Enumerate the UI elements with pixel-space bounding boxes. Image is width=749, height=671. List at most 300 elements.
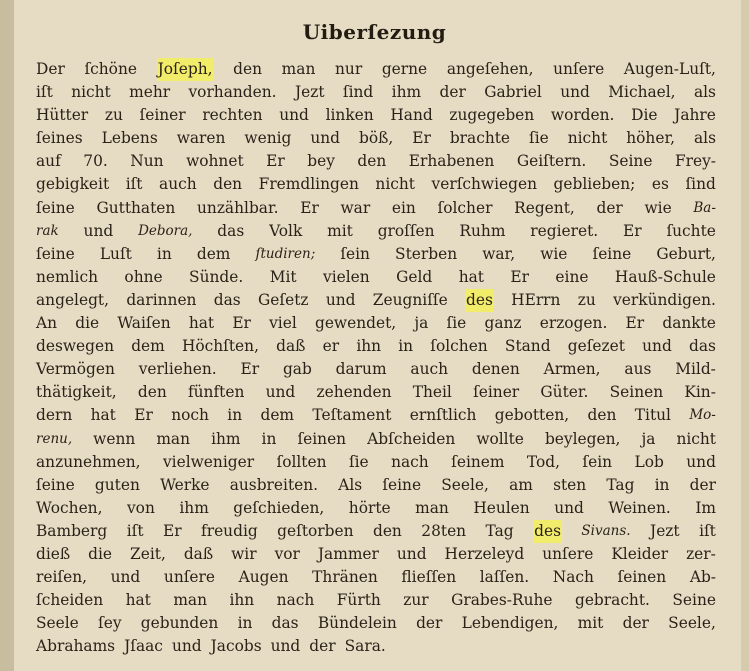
word: das: [217, 221, 245, 240]
text-line: [36, 451, 716, 474]
word: wenig: [244, 129, 292, 148]
text-line: [36, 150, 716, 173]
word: vielweniger: [162, 452, 255, 471]
word: Die: [631, 106, 658, 125]
word: ſeine: [382, 475, 422, 494]
word: Er: [134, 406, 153, 425]
word: ein: [391, 198, 416, 217]
word: Abrahams: [36, 637, 116, 656]
word: Lebendigen,: [461, 614, 559, 633]
word: Tag: [606, 475, 635, 494]
word: Thränen: [312, 568, 378, 587]
word: Geburt,: [656, 244, 716, 263]
word: Er: [162, 521, 182, 540]
word: laſſen.: [479, 568, 530, 587]
word: Jezt: [650, 521, 680, 540]
word: höher,: [626, 129, 676, 148]
word: und: [279, 106, 309, 125]
text-line: [36, 474, 716, 497]
word: Geſetz: [258, 290, 309, 309]
word: wir: [231, 544, 257, 563]
word: in: [237, 614, 253, 633]
highlighted-word: des: [465, 289, 494, 312]
word: denen: [471, 360, 520, 379]
word: Tag: [485, 521, 514, 540]
word: und: [554, 498, 584, 517]
word: geblieben;: [553, 175, 636, 194]
text-line: [36, 635, 716, 658]
word: ſeines: [36, 129, 83, 148]
word: groſſen: [377, 221, 435, 240]
word: Seine: [608, 152, 653, 171]
word: und: [265, 383, 296, 402]
word: war,: [482, 244, 516, 263]
text-line: [36, 173, 716, 196]
word: geſchieden,: [233, 498, 325, 517]
word: Der: [36, 60, 65, 78]
word: Luſt: [99, 244, 132, 263]
word: Er: [266, 152, 285, 171]
word: Weinen.: [608, 498, 671, 517]
word: Er: [232, 314, 251, 333]
word: ſeine: [36, 244, 75, 263]
word: Seine: [672, 591, 716, 610]
word: am: [509, 475, 533, 494]
word: nemlich: [36, 267, 98, 286]
word: Titul: [634, 406, 671, 425]
word: ſind: [685, 175, 716, 194]
word: vor: [274, 544, 300, 563]
word: man: [415, 498, 449, 517]
word: Kin-: [684, 383, 716, 402]
word: Theil: [412, 383, 452, 402]
text-line: [36, 520, 716, 543]
word: Höchſten,: [181, 337, 259, 356]
text-line: [36, 404, 716, 427]
page-edge-shadow-left: [0, 0, 14, 671]
text-line: [36, 104, 716, 127]
word: ſeinem: [451, 452, 505, 471]
word: von: [126, 498, 155, 517]
word: Hütter: [36, 106, 89, 125]
word: gerne: [381, 60, 428, 78]
word: daß: [183, 544, 214, 563]
word: Er: [623, 221, 642, 240]
word: als: [693, 83, 716, 102]
word: Als: [338, 475, 363, 494]
word: darum: [335, 360, 387, 379]
word: ſeine: [36, 475, 75, 494]
word: unſere: [542, 544, 594, 563]
word: deswegen: [36, 337, 115, 356]
word: Teſtament: [312, 406, 392, 425]
word: ſolchen: [430, 337, 488, 356]
word: renu,: [36, 430, 73, 447]
word: und: [396, 544, 427, 563]
word: ernſtlich: [409, 406, 477, 425]
word: zehenden: [316, 383, 392, 402]
word: Geiſtern.: [516, 152, 587, 171]
text-line: [36, 243, 716, 266]
word: Sara.: [344, 637, 386, 656]
word: dem: [196, 244, 231, 263]
word: Seinen: [609, 383, 664, 402]
word: sten: [553, 475, 587, 494]
word: ja: [641, 429, 656, 448]
word: Ab-: [689, 568, 716, 587]
word: Er: [240, 360, 260, 379]
word: viel: [269, 314, 297, 333]
word: dern: [36, 406, 73, 425]
word: iſt: [125, 175, 143, 194]
word: Jacobs: [210, 637, 262, 656]
word: Jſaac: [124, 637, 163, 656]
word: nach: [276, 591, 315, 610]
word: und: [642, 337, 672, 356]
word: Werke: [160, 475, 210, 494]
word: das: [271, 614, 299, 633]
word: Er: [510, 267, 529, 286]
word: 28ten: [421, 521, 467, 540]
word: den: [233, 60, 263, 78]
word: er: [322, 337, 340, 356]
word: ausbreiten.: [229, 475, 319, 494]
word: Er: [412, 129, 431, 148]
word: guten: [94, 475, 140, 494]
word: Debora,: [138, 222, 193, 239]
word: Sivans.: [581, 522, 631, 539]
word: der: [622, 614, 649, 633]
word: ſie: [529, 129, 549, 148]
word: und: [110, 568, 141, 587]
word: den: [213, 175, 243, 194]
word: ja: [414, 314, 429, 333]
word: iſt: [36, 83, 53, 102]
word: darinnen: [126, 290, 197, 309]
word: zur: [403, 591, 429, 610]
word: bey: [307, 152, 335, 171]
word: Gutthaten: [96, 198, 176, 217]
word: Geld: [396, 267, 433, 286]
word: ſchöne: [84, 60, 137, 78]
text-line: [36, 497, 716, 520]
word: dankte: [662, 314, 716, 333]
word: geſezet: [567, 337, 625, 356]
word: den: [137, 383, 167, 402]
word: brachte: [449, 129, 511, 148]
word: Armen,: [543, 360, 601, 379]
word: ſind: [342, 83, 374, 102]
word: angelegt,: [36, 290, 110, 309]
word: Ba-: [693, 199, 716, 216]
word: und: [560, 83, 590, 102]
word: Jezt: [294, 83, 325, 102]
text-line: [36, 197, 716, 220]
word: hat: [90, 406, 116, 425]
word: in: [261, 429, 277, 448]
word: nach: [391, 452, 429, 471]
word: Augen: [238, 568, 289, 587]
word: iſt: [699, 521, 716, 540]
word: linken: [325, 106, 374, 125]
word: ganz: [484, 314, 522, 333]
word: Waiſen: [117, 314, 171, 333]
word: gebotten,: [494, 406, 570, 425]
word: Hauß-Schule: [614, 267, 716, 286]
text-line: [36, 428, 716, 451]
word: Gabriel: [484, 83, 542, 102]
word: Zeit,: [130, 544, 166, 563]
word: auch: [159, 175, 197, 194]
word: ihn: [229, 591, 255, 610]
word: ſeinen: [297, 429, 347, 448]
word: in: [227, 406, 243, 425]
word: und: [686, 452, 716, 471]
word: Seele,: [441, 475, 489, 494]
word: flieſſen: [401, 568, 457, 587]
word: beylegen,: [544, 429, 621, 448]
page-edge-shadow-right: [741, 0, 749, 671]
word: ſeiner: [139, 106, 186, 125]
word: anzunehmen,: [36, 452, 141, 471]
word: den: [357, 152, 387, 171]
word: ſie: [446, 314, 467, 333]
word: Sterben: [395, 244, 458, 263]
word: Mit: [269, 267, 297, 286]
word: gebracht.: [574, 591, 650, 610]
word: Er: [300, 198, 319, 217]
word: fünften: [187, 383, 245, 402]
word: wollte: [476, 429, 524, 448]
word: Regent,: [514, 198, 575, 217]
word: angeſehen,: [446, 60, 534, 78]
text-line: [36, 266, 716, 289]
word: man: [173, 591, 208, 610]
word: wohnet: [186, 152, 244, 171]
word: mit: [327, 221, 353, 240]
word: dem: [260, 406, 295, 425]
text-line: [36, 566, 716, 589]
word: auf: [36, 152, 61, 171]
word: Lob: [634, 452, 664, 471]
word: ſeine: [36, 198, 75, 217]
word: rak: [36, 222, 59, 239]
word: Wochen,: [36, 498, 103, 517]
text-line: [36, 58, 716, 81]
word: Jahre: [674, 106, 716, 125]
word: ohne: [124, 267, 163, 286]
word: daß: [276, 337, 306, 356]
word: ſolcher: [437, 198, 493, 217]
word: Seele,: [668, 614, 716, 633]
word: Im: [695, 498, 716, 517]
word: in: [654, 475, 670, 494]
word: Frey-: [674, 152, 716, 171]
word: Bündelein: [317, 614, 397, 633]
word: ſey: [98, 614, 122, 633]
word: wenn: [93, 429, 136, 448]
word: vorhanden.: [188, 83, 277, 102]
word: man: [156, 429, 191, 448]
word: unſere: [553, 60, 605, 78]
word: das: [689, 337, 716, 356]
word: und: [325, 290, 356, 309]
word: Hand: [390, 106, 433, 125]
word: ſollten: [276, 452, 327, 471]
text-line: [36, 335, 716, 358]
word: iſt: [126, 521, 144, 540]
word: Volk: [269, 221, 303, 240]
word: ihm: [211, 429, 241, 448]
text-line: [36, 81, 716, 104]
word: ſeinen: [617, 568, 667, 587]
word: An: [36, 314, 58, 333]
word: zer-: [686, 544, 716, 563]
text-line: [36, 358, 716, 381]
text-line: [36, 612, 716, 635]
text-line: [36, 589, 716, 612]
word: Michael,: [608, 83, 676, 102]
word: Seele: [36, 614, 79, 633]
word: ihm: [391, 83, 422, 102]
word: zu: [577, 290, 596, 309]
word: verliehen.: [138, 360, 217, 379]
word: ſeine: [592, 244, 632, 263]
word: Vermögen: [36, 360, 115, 379]
word: wie: [540, 244, 568, 263]
text-line: [36, 381, 716, 404]
word: ſein: [340, 244, 370, 263]
word: hat: [458, 267, 484, 286]
word: verſchwiegen: [431, 175, 537, 194]
word: war: [340, 198, 371, 217]
word: waren: [176, 129, 226, 148]
word: freudig: [201, 521, 258, 540]
word: gebunden: [140, 614, 219, 633]
word: vielen: [323, 267, 370, 286]
word: nicht: [375, 175, 415, 194]
word: Herzeleyd: [444, 544, 525, 563]
word: der: [416, 614, 443, 633]
word: als: [693, 129, 716, 148]
word: ſein: [582, 452, 613, 471]
word: Stand: [504, 337, 551, 356]
word: zugegeben: [449, 106, 535, 125]
word: geſtorben: [277, 521, 354, 540]
word: Er: [625, 314, 645, 333]
word: die: [88, 544, 113, 563]
word: Jammer: [317, 544, 379, 563]
word: hörte: [348, 498, 391, 517]
word: und: [310, 129, 341, 148]
word: der: [596, 198, 623, 217]
word: ſcheiden: [36, 591, 104, 610]
text-line: [36, 289, 716, 312]
word: Güter.: [540, 383, 589, 402]
word: Kleider: [611, 544, 669, 563]
word: das: [213, 290, 241, 309]
word: Ruhm: [459, 221, 506, 240]
word: reiſen,: [36, 568, 87, 587]
word: mit: [577, 614, 604, 633]
word: ihn: [356, 337, 382, 356]
word: auch: [410, 360, 449, 379]
highlighted-word: Joſeph,: [157, 58, 214, 81]
word: böß,: [359, 129, 394, 148]
word: ihm: [179, 498, 209, 517]
word: gebigkeit: [36, 175, 110, 194]
word: Lebens: [101, 129, 158, 148]
word: es: [651, 175, 669, 194]
word: nicht: [71, 83, 111, 102]
word: und: [270, 637, 301, 656]
word: den: [587, 406, 617, 425]
word: Bamberg: [36, 521, 108, 540]
word: 70.: [83, 152, 108, 171]
body-text: [36, 58, 716, 658]
word: Nun: [130, 152, 164, 171]
word: der: [689, 475, 716, 494]
text-line: [36, 127, 716, 150]
text-line: [36, 220, 716, 243]
word: noch: [171, 406, 209, 425]
word: nicht: [567, 129, 608, 148]
word: mehr: [129, 83, 171, 102]
word: worden.: [550, 106, 615, 125]
word: Sünde.: [189, 267, 244, 286]
page-title: Uiberſezung: [302, 20, 447, 44]
word: HErrn: [511, 290, 561, 309]
word: hat: [188, 314, 215, 333]
word: ſtudiren;: [255, 245, 316, 262]
word: unſere: [163, 568, 216, 587]
word: Fremdlingen: [258, 175, 359, 194]
text-line: [36, 312, 716, 335]
word: Zeugniſſe: [372, 290, 448, 309]
word: eine: [555, 267, 589, 286]
word: in: [156, 244, 172, 263]
word: Tod,: [526, 452, 560, 471]
word: in: [398, 337, 414, 356]
word: erzogen.: [539, 314, 608, 333]
word: Augen-Luſt,: [623, 60, 716, 78]
word: Mo-: [689, 407, 716, 424]
word: gab: [282, 360, 312, 379]
word: dieß: [36, 544, 71, 563]
word: der: [439, 83, 466, 102]
word: nur: [335, 60, 363, 78]
word: Erhabenen: [408, 152, 495, 171]
word: unzählbar.: [197, 198, 279, 217]
word: thätigkeit,: [36, 383, 117, 402]
word: dem: [131, 337, 165, 356]
word: Fürth: [336, 591, 381, 610]
word: Grabes-Ruhe: [451, 591, 553, 610]
word: nicht: [676, 429, 716, 448]
word: ſeiner: [473, 383, 520, 402]
text-line: [36, 543, 716, 566]
word: den: [372, 521, 402, 540]
word: Mild-: [675, 360, 716, 379]
word: der: [309, 637, 336, 656]
word: Heulen: [473, 498, 530, 517]
word: rechten: [202, 106, 263, 125]
word: Nach: [552, 568, 594, 587]
word: regieret.: [530, 221, 599, 240]
word: die: [75, 314, 100, 333]
word: ſie: [348, 452, 369, 471]
word: hat: [125, 591, 151, 610]
